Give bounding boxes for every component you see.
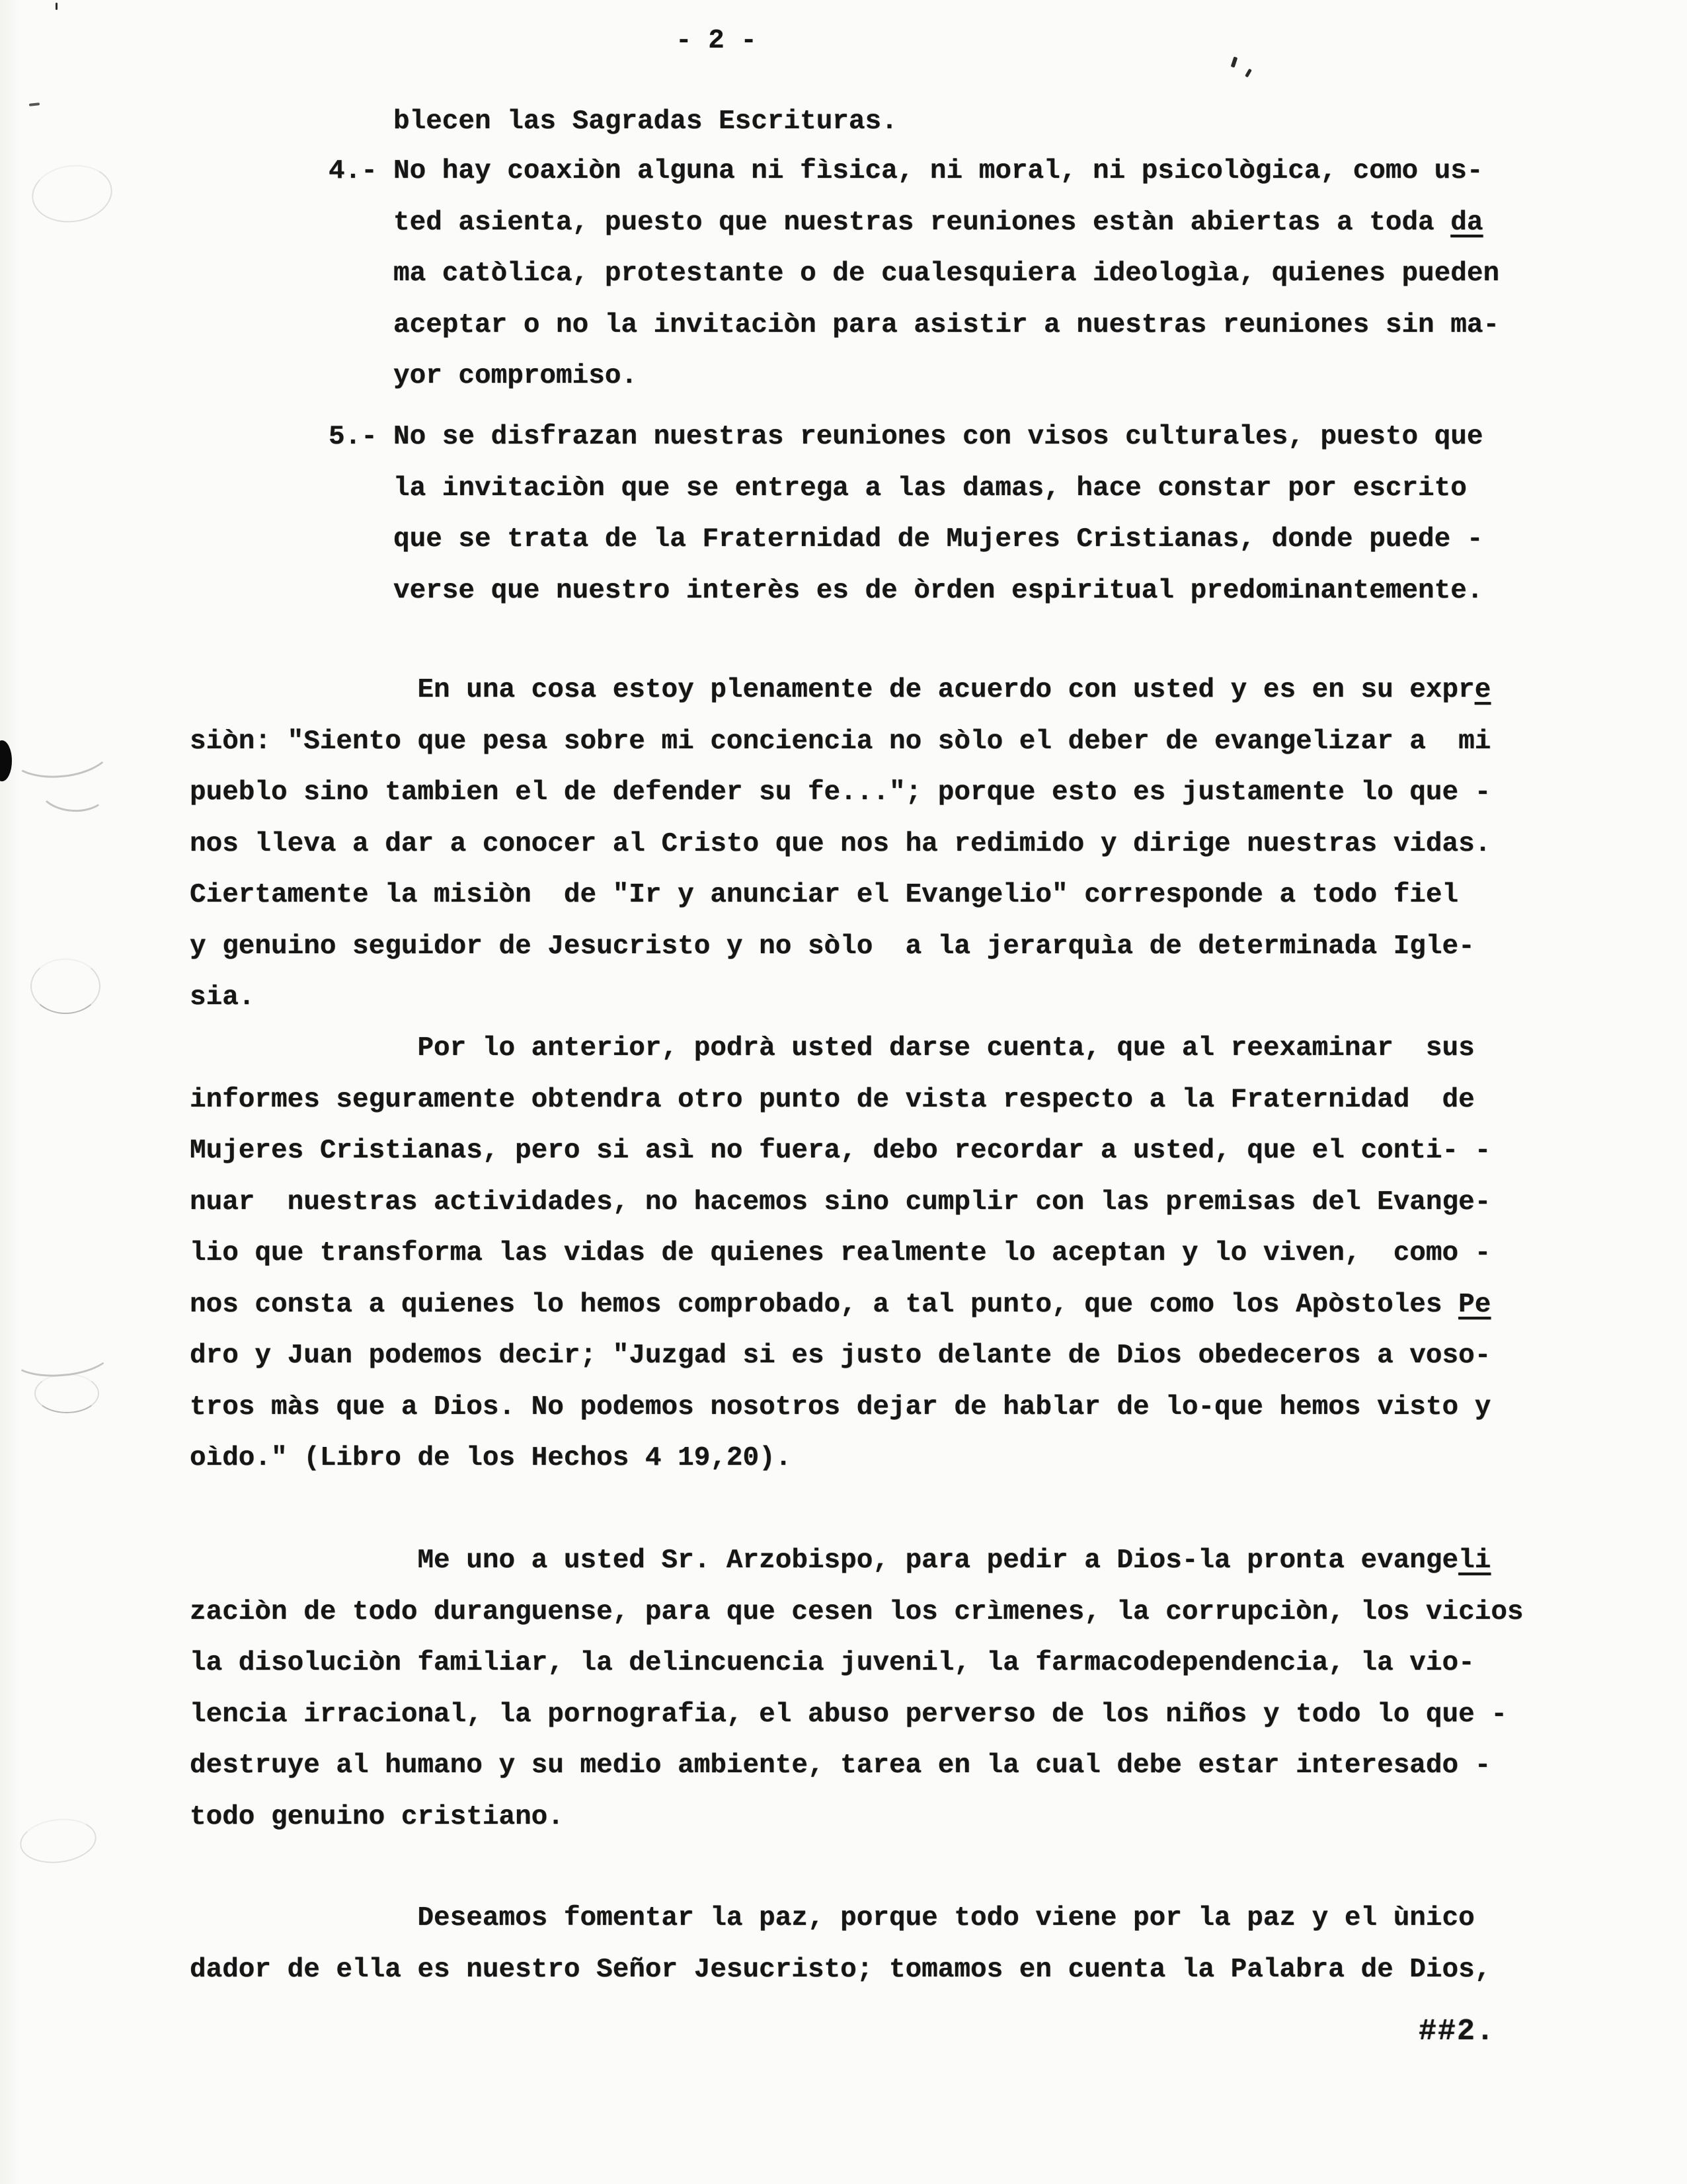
typed-line: que se trata de la Fraternidad de Mujeres Cristianas, donde puede -: [393, 524, 1483, 555]
ink-speck: [29, 102, 40, 106]
typed-line: dador de ella es nuestro Señor Jesucristo; tomamos en cuenta la Palabra de Dios,: [190, 1954, 1491, 1985]
typed-line: oìdo." (Libro de los Hechos 4 19,20).: [190, 1443, 792, 1473]
typed-line: verse que nuestro interès es de òrden espiritual predominantemente.: [393, 575, 1483, 606]
list-item-4: [329, 146, 1499, 403]
typed-line: y genuino seguidor de Jesucristo y no sòlo a la jerarquìa de determinada Igle-: [190, 931, 1475, 962]
typed-line: blecen las Sagradas Escrituras.: [393, 106, 898, 137]
typed-line: Ciertamente la misiòn de "Ir y anunciar el Evangelio" corresponde a todo fiel: [190, 880, 1459, 910]
typed-line: Mujeres Cristianas, pero si asì no fuera, debo recordar a usted, que el conti- -: [190, 1136, 1491, 1166]
hole-punch-shadow: [34, 1374, 99, 1413]
list-item-number: 4.-: [329, 156, 377, 186]
typed-line: zaciòn de todo duranguense, para que cesen los crìmenes, la corrupciòn, los vicios: [190, 1596, 1524, 1627]
typed-line: nos consta a quienes lo hemos comprobado, a tal punto, que como los Apòstoles Pe: [190, 1289, 1491, 1320]
footer-page-mark: ##2.: [1419, 2015, 1496, 2048]
typed-line: En una cosa estoy plenamente de acuerdo con usted y es en su expre: [190, 675, 1491, 705]
typed-line: nos lleva a dar a conocer al Cristo que nos ha redimido y dirige nuestras vidas.: [190, 828, 1491, 859]
typed-line: destruye al humano y su medio ambiente, tarea en la cual debe estar interesado -: [190, 1750, 1491, 1781]
paragraph-block: [190, 1536, 1524, 1843]
hole-punch-shadow: [9, 1329, 114, 1380]
hole-punch-shadow: [17, 1814, 98, 1867]
typed-line: siòn: "Siento que pesa sobre mi conciencia no sòlo el deber de evangelizar a mi: [190, 726, 1491, 757]
paragraph-block: [190, 1893, 1491, 1996]
typed-line: lio que transforma las vidas de quienes realmente lo aceptan y lo viven, como -: [190, 1238, 1491, 1268]
typed-line: tros màs que a Dios. No podemos nosotros dejar de hablar de lo-que hemos visto y: [190, 1391, 1491, 1423]
typed-line: No hay coaxiòn alguna ni fìsica, ni moral, ni psicològica, como us-: [393, 156, 1483, 186]
ink-speck: [56, 3, 58, 10]
ink-speck: [1231, 56, 1238, 67]
list-item-5: [329, 412, 1483, 617]
typed-line: dro y Juan podemos decir; "Juzgad si es justo delante de Dios obedeceros a voso-: [190, 1341, 1491, 1371]
typed-line: la disoluciòn familiar, la delincuencia juvenil, la farmacodependencia, la vio-: [190, 1648, 1475, 1678]
typed-line: Me uno a usted Sr. Arzobispo, para pedir a Dios-la pronta evangeli: [190, 1545, 1491, 1576]
list-item-number: 5.-: [329, 422, 377, 452]
typed-line: pueblo sino tambien el de defender su fe..."; porque esto es justamente lo que -: [190, 777, 1491, 808]
typed-line: nuar nuestras actividades, no hacemos sino cumplir con las premisas del Evange-: [190, 1187, 1491, 1218]
typed-line: todo genuino cristiano.: [190, 1801, 564, 1832]
typed-line: Deseamos fomentar la paz, porque todo viene por la paz y el ùnico: [190, 1903, 1475, 1933]
hole-punch-shadow: [37, 764, 110, 814]
scan-edge-ink-wedge: [0, 740, 12, 781]
paragraph-block: [190, 1023, 1491, 1485]
typed-line: Por lo anterior, podrà usted darse cuenta, que al reexaminar sus: [190, 1033, 1475, 1064]
typed-line: sia.: [190, 982, 255, 1013]
page-number: - 2 -: [676, 26, 758, 56]
typed-line: No se disfrazan nuestras reuniones con visos culturales, puesto que: [393, 422, 1483, 452]
paragraph-block: [393, 97, 898, 148]
hole-punch-shadow: [28, 160, 116, 227]
typed-line: informes seguramente obtendra otro punto de vista respecto a la Fraternidad de: [190, 1084, 1475, 1115]
typed-line: lencia irracional, la pornografia, el abuso perverso de los niños y todo lo que -: [190, 1699, 1507, 1730]
paragraph-block: [190, 665, 1491, 1024]
typed-line: yor compromiso.: [393, 361, 638, 391]
typed-line: aceptar o no la invitaciòn para asistir a nuestras reuniones sin ma-: [393, 309, 1500, 340]
ink-speck: [1245, 69, 1252, 78]
hole-punch-shadow: [7, 721, 114, 783]
typed-line: ted asienta, puesto que nuestras reuniones estàn abiertas a toda da: [393, 207, 1483, 238]
typed-line: ma catòlica, protestante o de cualesquiera ideologìa, quienes pueden: [393, 258, 1500, 289]
typed-line: la invitaciòn que se entrega a las damas, hace constar por escrito: [393, 473, 1467, 504]
hole-punch-shadow: [30, 958, 100, 1014]
